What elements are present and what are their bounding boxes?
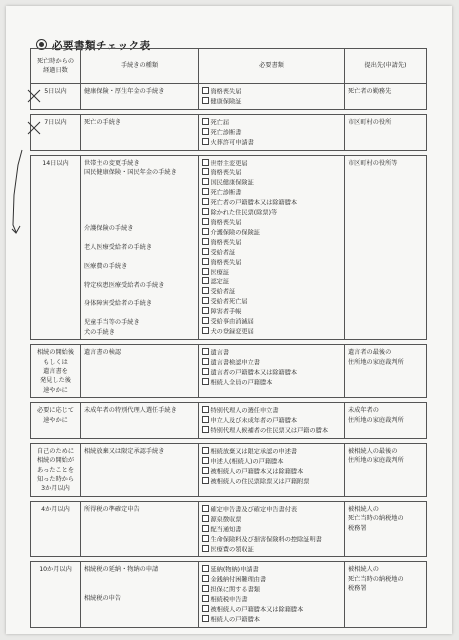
submit-to-text: 税務署 <box>348 585 367 593</box>
document-label: 医療費の領収証 <box>210 546 254 553</box>
checkbox-icon[interactable] <box>202 168 209 175</box>
checkbox-icon[interactable] <box>202 545 209 552</box>
document-item[interactable] <box>202 87 341 97</box>
document-item[interactable] <box>202 447 341 457</box>
document-item[interactable] <box>202 426 341 436</box>
table-row <box>31 114 427 150</box>
period-text: 相続の開始が <box>36 457 75 465</box>
submit-to-cell <box>345 501 427 557</box>
document-item[interactable] <box>202 605 341 615</box>
checkbox-icon[interactable] <box>202 615 209 622</box>
document-label: 申立人及び未成年者の戸籍謄本 <box>210 417 298 425</box>
table-row <box>31 345 427 398</box>
procedure-text: 特定疾患医療受給者の手続き <box>84 281 165 289</box>
document-item[interactable] <box>202 118 341 128</box>
procedure-text: 介護保険の手続き <box>84 225 134 233</box>
checkbox-icon[interactable] <box>202 467 209 474</box>
document-label: 犬の登録変更届 <box>210 328 254 336</box>
checkbox-icon[interactable] <box>202 118 209 125</box>
checkbox-icon[interactable] <box>202 297 209 304</box>
procedure-text: 身体障害受給者の手続き <box>84 300 153 308</box>
document-item[interactable] <box>202 218 341 228</box>
procedure-cell <box>81 155 199 340</box>
period-cell <box>31 501 81 557</box>
procedure-cell <box>81 84 199 110</box>
document-label: 被相続人の住民票除票又は戸籍附票 <box>210 478 310 486</box>
document-label: 認定証 <box>210 278 230 286</box>
submit-to-text: 死亡当時の納税地の <box>348 575 404 583</box>
document-item[interactable] <box>202 358 341 368</box>
checkbox-icon[interactable] <box>202 585 209 592</box>
document-item[interactable] <box>202 268 341 278</box>
checkbox-icon[interactable] <box>202 188 209 195</box>
checkbox-icon[interactable] <box>202 525 209 532</box>
header-documents: 必要書類 <box>199 49 345 84</box>
period-text: あったことを <box>36 466 75 474</box>
document-label: 生命保険料及び損害保険料の控除証明書 <box>210 536 322 544</box>
document-label: 資格喪失届 <box>210 259 242 267</box>
document-label: 世帯主変更届 <box>210 160 248 168</box>
procedure-cell <box>81 443 199 496</box>
document-label: 障害者手帳 <box>210 308 242 316</box>
checkbox-icon[interactable] <box>202 218 209 225</box>
checkbox-icon[interactable] <box>202 307 209 314</box>
checkbox-icon[interactable] <box>202 128 209 135</box>
spacer <box>84 196 195 205</box>
period-text: 自己のために <box>36 447 75 455</box>
submit-to-text: 住所地の家庭裁判所 <box>348 457 404 465</box>
period-text: 相続の開始後 <box>36 349 75 357</box>
document-item[interactable] <box>202 198 341 208</box>
checkbox-icon[interactable] <box>202 317 209 324</box>
document-label: 延納(物納)申請書 <box>210 566 259 574</box>
document-item[interactable] <box>202 248 341 258</box>
documents-cell <box>199 114 345 150</box>
document-item[interactable] <box>202 277 341 287</box>
period-text: 速やかに <box>43 386 68 394</box>
document-label: 介護保険の保険証 <box>210 229 260 237</box>
table-row <box>31 403 427 439</box>
submit-to-cell <box>345 403 427 439</box>
document-label: 遺言者の戸籍謄本又は除籍謄本 <box>210 369 298 377</box>
document-label: 特別代理人の選任申立書 <box>210 407 279 415</box>
document-item[interactable] <box>202 565 341 575</box>
document-label: 申述人(相続人)の戸籍謄本 <box>210 458 284 466</box>
checkbox-icon[interactable] <box>202 198 209 205</box>
spacer <box>84 584 195 593</box>
document-label: 死亡診断書 <box>210 129 242 137</box>
checkbox-icon[interactable] <box>202 258 209 265</box>
procedure-text: 遺言書の検認 <box>84 349 122 357</box>
document-label: 相続放棄又は限定承認の申述書 <box>210 448 298 456</box>
submit-to-cell <box>345 84 427 110</box>
document-item[interactable] <box>202 138 341 148</box>
period-text: 必要に応じて <box>36 407 75 415</box>
document-item[interactable] <box>202 525 341 535</box>
document-item[interactable] <box>202 128 341 138</box>
period-text: もしくは <box>43 358 68 366</box>
procedure-text: 所得税の準確定申告 <box>84 505 140 513</box>
title-text: 必要書類チェック表 <box>52 40 151 52</box>
documents-cell <box>199 84 345 110</box>
table-row <box>31 562 427 627</box>
document-label: 相続人の戸籍謄本 <box>210 616 260 624</box>
document-label: 健康保険証 <box>210 98 242 106</box>
period-text: 4か月以内 <box>41 505 70 513</box>
submit-to-text: 死亡者の勤務先 <box>348 88 392 95</box>
document-item[interactable] <box>202 615 341 625</box>
procedure-text: 老人医療受給者の手続き <box>84 244 153 252</box>
checkbox-icon[interactable] <box>202 595 209 602</box>
checkbox-icon[interactable] <box>202 515 209 522</box>
procedure-cell <box>81 114 199 150</box>
submit-to-cell <box>345 155 427 340</box>
table-row <box>31 443 427 496</box>
procedure-text: 死亡の手続き <box>84 118 122 126</box>
checkbox-icon[interactable] <box>202 87 209 94</box>
checkbox-icon[interactable] <box>202 208 209 215</box>
document-item[interactable] <box>202 297 341 307</box>
checkbox-icon[interactable] <box>202 287 209 294</box>
document-item[interactable] <box>202 467 341 477</box>
document-item[interactable] <box>202 258 341 268</box>
header-procedure: 手続きの種類 <box>81 49 199 84</box>
document-item[interactable] <box>202 178 341 188</box>
documents-cell <box>199 155 345 340</box>
document-item[interactable] <box>202 348 341 358</box>
document-item[interactable] <box>202 159 341 169</box>
submit-to-text: 死亡当時の納税地の <box>348 515 404 523</box>
checkbox-icon[interactable] <box>202 228 209 235</box>
document-label: 除かれた住民票(除票)等 <box>210 209 278 217</box>
document-item[interactable] <box>202 515 341 525</box>
document-label: 資格喪失届 <box>210 239 242 247</box>
procedure-text: 未成年者の特別代理人選任手続き <box>84 407 177 415</box>
document-item[interactable] <box>202 585 341 595</box>
document-item[interactable] <box>202 228 341 238</box>
procedure-cell <box>81 501 199 557</box>
spacer <box>84 177 195 186</box>
checkbox-icon[interactable] <box>202 535 209 542</box>
procedure-text: 相続税の延納・物納の申請 <box>84 566 159 574</box>
document-item[interactable] <box>202 307 341 317</box>
document-label: 源泉徴収票 <box>210 516 242 524</box>
submit-to-text: 未成年者の <box>348 407 379 415</box>
document-label: 受給者死亡届 <box>210 298 248 306</box>
document-label: 相続人全員の戸籍謄本 <box>210 379 273 387</box>
table-row <box>31 155 427 340</box>
header-period: 死亡時からの 経過日数 <box>31 49 81 84</box>
document-item[interactable] <box>202 378 341 388</box>
procedure-text: 相続放棄又は限定承認手続き <box>84 447 165 455</box>
spacer <box>84 271 195 280</box>
checklist-table <box>30 48 427 628</box>
procedure-cell <box>81 562 199 627</box>
document-item[interactable] <box>202 505 341 515</box>
checkbox-icon[interactable] <box>202 368 209 375</box>
period-cell <box>31 403 81 439</box>
spacer <box>84 253 195 262</box>
spacer <box>84 215 195 224</box>
document-label: 確定申告書及び確定申告書付表 <box>210 506 298 514</box>
document-label: 被相続人の戸籍謄本又は除籍謄本 <box>210 468 304 476</box>
document-label: 受給者証 <box>210 249 236 257</box>
checkbox-icon[interactable] <box>202 457 209 464</box>
checkbox-icon[interactable] <box>202 348 209 355</box>
document-label: 死亡診断書 <box>210 189 242 197</box>
period-text: 5日以内 <box>44 88 67 95</box>
document-label: 担保に関する書類 <box>210 586 260 594</box>
checkbox-icon[interactable] <box>202 178 209 185</box>
checkbox-icon[interactable] <box>202 505 209 512</box>
period-text: 遺言書を <box>43 367 68 375</box>
document-label: 金銭納付困難理由書 <box>210 576 267 584</box>
document-label: 遺言書 <box>210 349 230 357</box>
period-text: 10か月以内 <box>39 566 72 574</box>
document-label: 国民健康保険証 <box>210 179 254 187</box>
procedure-cell <box>81 345 199 398</box>
checkbox-icon[interactable] <box>202 477 209 484</box>
document-label: 死亡届 <box>210 119 230 127</box>
document-label: 配当通知書 <box>210 526 242 534</box>
document-item[interactable] <box>202 168 341 178</box>
procedure-text: 医療費の手続き <box>84 262 128 270</box>
checkbox-icon[interactable] <box>202 159 209 166</box>
table-row <box>31 84 427 110</box>
spacer <box>84 187 195 196</box>
document-label: 受給事由消滅届 <box>210 318 254 326</box>
checkbox-icon[interactable] <box>202 575 209 582</box>
spacer <box>84 290 195 299</box>
document-item[interactable] <box>202 535 341 545</box>
period-text: 3か月以内 <box>41 485 70 493</box>
spacer <box>84 206 195 215</box>
submit-to-text: 被相続人の <box>348 566 379 574</box>
submit-to-text: 被相続人の最後の <box>348 447 398 455</box>
period-cell <box>31 155 81 340</box>
spacer <box>84 309 195 318</box>
checkbox-icon[interactable] <box>202 565 209 572</box>
period-cell <box>31 114 81 150</box>
checkbox-icon[interactable] <box>202 277 209 284</box>
document-label: 火葬許可申請書 <box>210 139 254 147</box>
document-label: 死亡者の戸籍謄本又は除籍謄本 <box>210 199 298 207</box>
document-item[interactable] <box>202 477 341 487</box>
documents-cell <box>199 501 345 557</box>
document-label: 受給者証 <box>210 288 236 296</box>
procedure-text: 犬の手続き <box>84 328 115 336</box>
document-label: 資格喪失届 <box>210 219 242 227</box>
document-item[interactable] <box>202 208 341 218</box>
document-item[interactable] <box>202 327 341 337</box>
documents-cell <box>199 562 345 627</box>
submit-to-text: 遺言者の最後の <box>348 349 392 357</box>
submit-to-text: 住所地の家庭裁判所 <box>348 416 404 424</box>
document-item[interactable] <box>202 416 341 426</box>
document-item[interactable] <box>202 188 341 198</box>
checkbox-icon[interactable] <box>202 426 209 433</box>
document-label: 相続税申告書 <box>210 596 248 604</box>
submit-to-text: 税務署 <box>348 524 367 532</box>
document-item[interactable] <box>202 287 341 297</box>
document-item[interactable] <box>202 575 341 585</box>
period-text: 速やかに <box>43 416 68 424</box>
period-cell <box>31 443 81 496</box>
documents-cell <box>199 345 345 398</box>
document-label: 遺言書検認申立書 <box>210 359 260 367</box>
submit-to-cell <box>345 114 427 150</box>
checkbox-icon[interactable] <box>202 268 209 275</box>
document-label: 特別代理人候補者の住民票又は戸籍の謄本 <box>210 427 329 435</box>
spacer <box>84 575 195 584</box>
document-item[interactable] <box>202 317 341 327</box>
period-text: 14日以内 <box>42 159 69 167</box>
document-label: 被相続人の戸籍謄本又は除籍謄本 <box>210 606 304 614</box>
submit-to-cell <box>345 562 427 627</box>
documents-cell <box>199 443 345 496</box>
document-item[interactable] <box>202 238 341 248</box>
procedure-text: 世帯主の変更手続き <box>84 159 140 167</box>
procedure-text: 健康保険・厚生年金の手続き <box>84 88 165 95</box>
document-label: 資格喪失届 <box>210 88 242 96</box>
checkbox-icon[interactable] <box>202 447 209 454</box>
checkbox-icon[interactable] <box>202 97 209 104</box>
period-text: 発見した後 <box>40 377 71 385</box>
document-label: 医療証 <box>210 269 230 276</box>
procedure-cell <box>81 403 199 439</box>
checkbox-icon[interactable] <box>202 138 209 145</box>
checkbox-icon[interactable] <box>202 416 209 423</box>
spacer <box>84 234 195 243</box>
document-item[interactable] <box>202 545 341 555</box>
submit-to-cell <box>345 345 427 398</box>
period-cell <box>31 84 81 110</box>
table-row <box>31 501 427 557</box>
checkbox-icon[interactable] <box>202 248 209 255</box>
procedure-text: 児童手当等の手続き <box>84 319 140 327</box>
table-header-row <box>31 49 427 84</box>
document-label: 資格喪失届 <box>210 169 242 177</box>
procedure-text: 相続税の申告 <box>84 594 122 602</box>
checkbox-icon[interactable] <box>202 358 209 365</box>
checkbox-icon[interactable] <box>202 378 209 385</box>
document-item[interactable] <box>202 457 341 467</box>
period-cell <box>31 345 81 398</box>
period-text: 7日以内 <box>44 118 67 126</box>
submit-to-text: 市区町村の役所 <box>348 118 392 126</box>
period-text: 知った時から <box>36 476 75 484</box>
checkbox-icon[interactable] <box>202 605 209 612</box>
document-item[interactable] <box>202 406 341 416</box>
header-submit-to: 提出先(申請先) <box>345 49 427 84</box>
procedure-text: 国民健康保険・国民年金の手続き <box>84 168 177 176</box>
checkbox-icon[interactable] <box>202 406 209 413</box>
checkbox-icon[interactable] <box>202 327 209 334</box>
period-cell <box>31 562 81 627</box>
checkbox-icon[interactable] <box>202 238 209 245</box>
submit-to-text: 市区町村の役所等 <box>348 159 398 167</box>
submit-to-text: 住所地の家庭裁判所 <box>348 358 404 366</box>
document-item[interactable] <box>202 97 341 107</box>
documents-cell <box>199 403 345 439</box>
document-item[interactable] <box>202 595 341 605</box>
submit-to-cell <box>345 443 427 496</box>
document-item[interactable] <box>202 368 341 378</box>
submit-to-text: 被相続人の <box>348 505 379 513</box>
